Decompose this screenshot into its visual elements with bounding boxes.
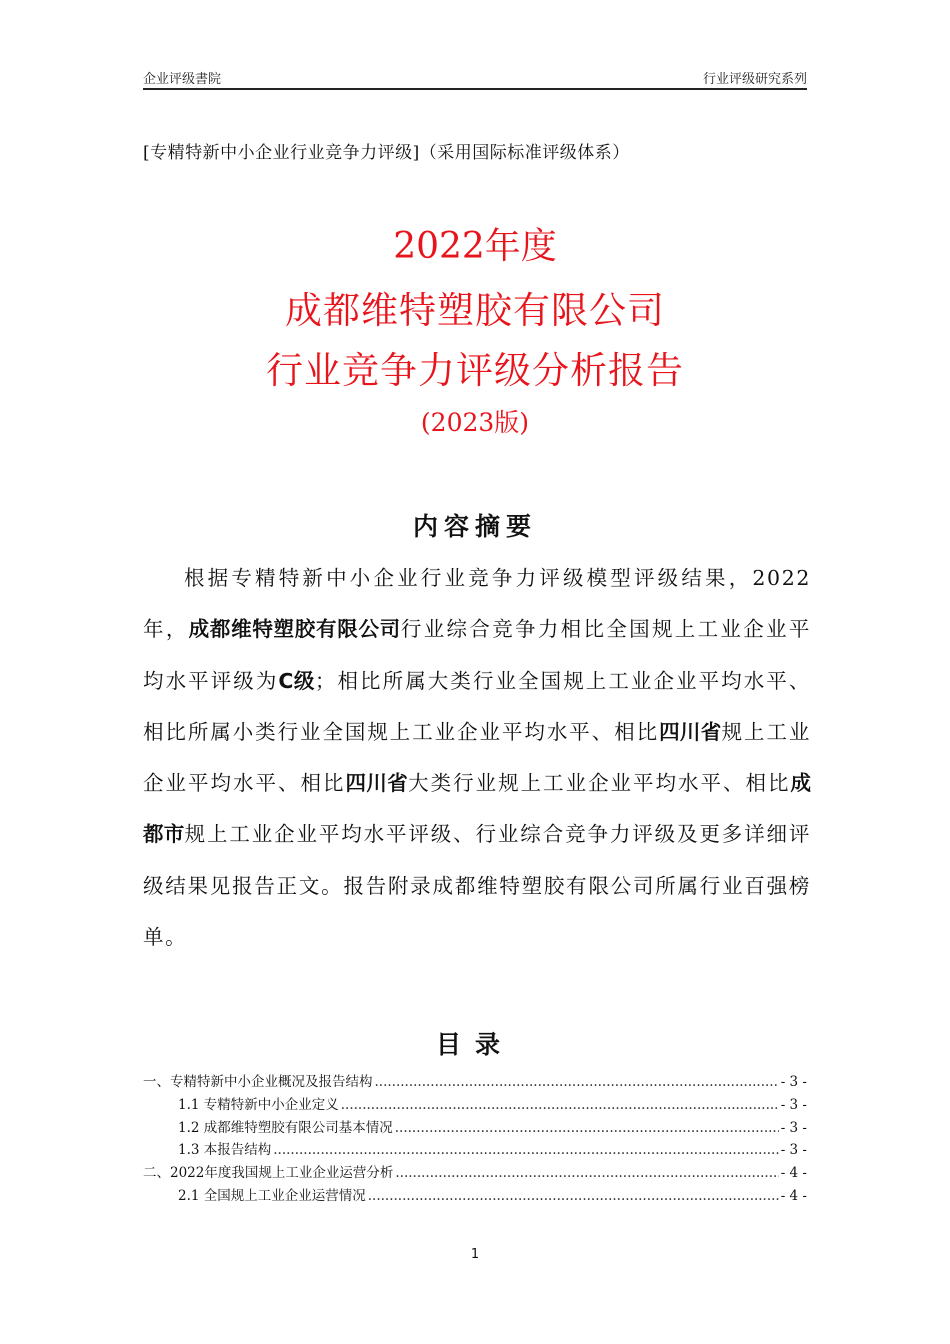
header-publisher: 企业评级書院 xyxy=(143,72,222,87)
page-number: 1 xyxy=(470,1247,480,1262)
toc-entry[interactable] xyxy=(143,1138,807,1161)
abstract-segment: 行业综合竞争力相比全国规上工业企业平均水平评级为 xyxy=(143,617,812,693)
toc-entry-page: - 3 - xyxy=(780,1096,807,1113)
abstract-paragraph xyxy=(143,553,811,963)
abstract-city: 成都市 xyxy=(143,771,812,847)
toc-entry-page: - 3 - xyxy=(780,1074,807,1090)
toc-leader-dots xyxy=(395,1120,779,1136)
abstract-segment: ；相比所属大类行业全国规上工业企业平均水平、相比所属小类行业全国规上工业企业平均水平、相比 xyxy=(143,668,811,744)
toc-entry-label: 2.1 全国规上工业企业运营情况 xyxy=(178,1187,366,1204)
title-company: 成都维特塑胶有限公司 xyxy=(285,289,665,332)
abstract-company-name: 成都维特塑胶有限公司 xyxy=(188,617,401,642)
abstract-segment: 规上工业企业平均水平、相比 xyxy=(143,719,811,796)
toc-entry-label: 一、专精特新中小企业概况及报告结构 xyxy=(143,1074,373,1090)
toc-leader-dots xyxy=(375,1074,779,1090)
toc-leader-dots xyxy=(341,1097,779,1113)
abstract-province: 四川省 xyxy=(659,719,722,744)
abstract-heading: 内容摘要 xyxy=(412,512,537,541)
toc-entry-page: - 3 - xyxy=(780,1142,807,1159)
abstract-province: 四川省 xyxy=(345,771,409,796)
abstract-segment: 大类行业规上工业企业平均水平、相比 xyxy=(408,771,791,796)
toc-heading: 目录 xyxy=(435,1030,514,1059)
title-year: 2022年度 xyxy=(393,226,557,267)
toc-entry-page: - 4 - xyxy=(780,1165,807,1182)
table-of-contents xyxy=(143,1070,807,1207)
toc-entry-label: 1.3 本报告结构 xyxy=(178,1142,272,1159)
report-category: [专精特新中小企业行业竞争力评级]（采用国际标准评级体系） xyxy=(143,143,630,163)
toc-entry-page: - 4 - xyxy=(780,1187,807,1204)
abstract-body xyxy=(143,553,811,963)
toc-entry-label: 1.1 专精特新中小企业定义 xyxy=(178,1096,339,1113)
header-series: 行业评级研究系列 xyxy=(702,72,807,87)
title-edition: (2023版) xyxy=(420,408,530,437)
toc-leader-dots xyxy=(273,1142,778,1158)
abstract-segment: 规上工业企业平均水平评级、行业综合竞争力评级及更多详细评级结果见报告正文。报告附录成都维特塑胶有限公司所属行业百强榜单。 xyxy=(143,822,811,950)
toc-entry[interactable] xyxy=(143,1093,807,1116)
toc-entry-label: 1.2 成都维特塑胶有限公司基本情况 xyxy=(178,1119,393,1136)
title-report: 行业竞争力评级分析报告 xyxy=(266,349,684,392)
toc-leader-dots xyxy=(395,1165,778,1181)
toc-entry-label: 二、2022年度我国规上工业企业运营分析 xyxy=(143,1165,394,1182)
abstract-segment: 根据专精特新中小企业行业竞争力评级模型评级结果，2022年， xyxy=(143,566,811,642)
toc-entry[interactable] xyxy=(143,1184,807,1207)
toc-entry[interactable] xyxy=(143,1161,807,1184)
toc-entry-page: - 3 - xyxy=(780,1119,807,1136)
toc-entry[interactable] xyxy=(143,1070,807,1093)
page-header xyxy=(143,68,807,90)
toc-leader-dots xyxy=(368,1188,779,1204)
abstract-rating: C级 xyxy=(278,668,315,693)
toc-entry[interactable] xyxy=(143,1116,807,1139)
